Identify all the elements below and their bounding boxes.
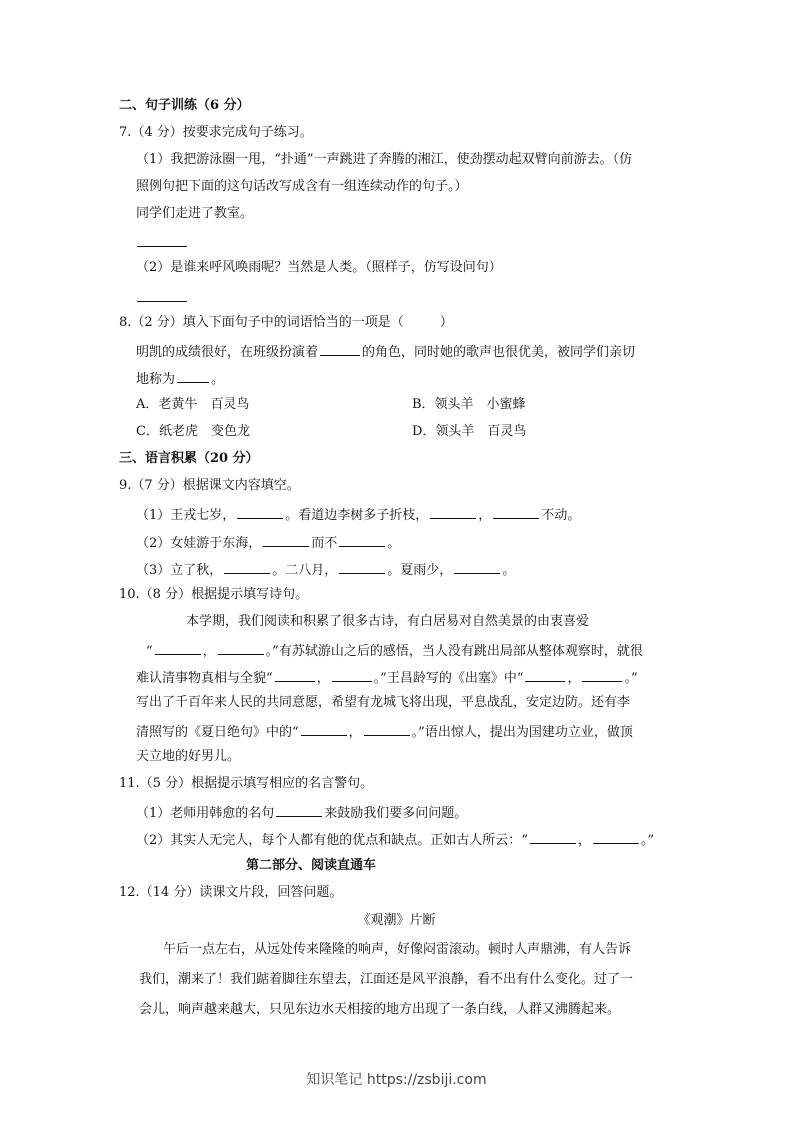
- footer-watermark: 知识笔记 https://zsbiji.com: [306, 1072, 487, 1088]
- q10-line2: “ ， 。”有苏轼游山之后的感悟，当人没有跳出局部从整体观察时，就很: [146, 640, 643, 661]
- q10-blank-7[interactable]: [301, 721, 347, 736]
- q8-heading: 8.（2 分）填入下面句子中的词语恰当的一项是（ ）: [119, 315, 453, 330]
- q8-option-b[interactable]: B．领头羊 小蜜蜂: [412, 397, 526, 412]
- q9-heading: 9.（7 分）根据课文内容填空。: [119, 478, 300, 493]
- q9-blank-2[interactable]: [430, 504, 476, 519]
- q11-blank-1[interactable]: [276, 802, 322, 817]
- q11-blank-2[interactable]: [530, 829, 576, 844]
- q8-option-c[interactable]: C．纸老虎 变色龙: [136, 424, 250, 439]
- q10-blank-2[interactable]: [218, 640, 264, 655]
- q7-part1-line2: 照例句把下面的这句话改写成含有一组连续动作的句子。）: [136, 179, 468, 194]
- q9-line1: （1）王戎七岁， 。看道边李树多子折枝， ， 不动。: [136, 504, 580, 525]
- q12-passage-line2: 我们，潮来了！我们踮着脚往东望去，江面还是风平浪静，看不出有什么变化。过了一: [139, 972, 634, 987]
- q7-heading: 7.（4 分）按要求完成句子练习。: [119, 125, 313, 140]
- section-3-title: 三、语言积累（20 分）: [119, 451, 259, 466]
- q9-line2: （2）女娃游于东海， 而不 。: [136, 532, 400, 553]
- q8-option-a[interactable]: A．老黄牛 百灵鸟: [136, 397, 250, 412]
- q8-blank-1[interactable]: [320, 341, 360, 356]
- q9-line3: （3）立了秋， 。二八月， 。夏雨少， 。: [136, 559, 515, 580]
- q8-option-d[interactable]: D．领头羊 百灵鸟: [412, 424, 527, 439]
- q10-line1: 本学期，我们阅读和积累了很多古诗，有白居易对自然美景的由衷喜爱: [186, 614, 590, 629]
- q11-line1: （1）老师用韩愈的名句 来鼓励我们要多问问题。: [136, 802, 467, 823]
- q7-answer-line-1[interactable]: [137, 246, 187, 247]
- q9-blank-5[interactable]: [339, 532, 385, 547]
- q12-passage-title: 《观潮》片断: [357, 913, 436, 928]
- q9-blank-7[interactable]: [339, 559, 385, 574]
- q10-blank-5[interactable]: [525, 667, 565, 682]
- q11-heading: 11.（5 分）根据提示填写相应的名言警句。: [119, 776, 374, 791]
- part-2-title: 第二部分、阅读直通车: [246, 858, 377, 873]
- q10-line5: 清照写的《夏日绝句》中的“ ， 。”语出惊人，提出为国建功立业，做顶: [136, 721, 633, 742]
- q10-blank-1[interactable]: [155, 640, 201, 655]
- q10-line3: 难认清事物真相与全貌“ ， 。”王昌龄写的《出塞》中“ ， 。”: [136, 667, 638, 688]
- q10-heading: 10.（8 分）根据提示填写诗句。: [119, 587, 309, 602]
- q7-part1-line1: （1）我把游泳圈一甩，“扑通”一声跳进了奔腾的湘江，使劲摆动起双臂向前游去。（仿: [136, 152, 633, 167]
- q12-passage-line3: 会儿，响声越来越大，只见东边水天相接的地方出现了一条白线，人群又沸腾起来。: [139, 1002, 621, 1017]
- q10-blank-6[interactable]: [582, 667, 622, 682]
- q8-sentence-line2: 地称为 。: [136, 368, 224, 389]
- q9-blank-3[interactable]: [493, 504, 539, 519]
- q10-blank-4[interactable]: [332, 667, 372, 682]
- q11-line2: （2）其实人无完人，每个人都有他的优点和缺点。正如古人所云：“ ， 。”: [136, 829, 654, 850]
- q9-blank-8[interactable]: [454, 559, 500, 574]
- q8-blank-2[interactable]: [177, 368, 209, 383]
- q7-answer-line-2[interactable]: [137, 301, 187, 302]
- q11-blank-3[interactable]: [593, 829, 639, 844]
- q9-blank-6[interactable]: [224, 559, 270, 574]
- q10-line4: 写出了千百年来人民的共同意愿，希望有龙城飞将出现，平息战乱，安定边防。还有李: [136, 695, 631, 710]
- q12-heading: 12.（14 分）读课文片段，回答问题。: [119, 885, 343, 900]
- q8-sentence-line1: 明凯的成绩很好，在班级扮演着 的角色，同时她的歌声也很优美，被同学们亲切: [136, 341, 635, 362]
- section-2-title: 二、句子训练（6 分）: [119, 98, 250, 113]
- q12-passage-line1: 午后一点左右，从远处传来隆隆的响声，好像闷雷滚动。顿时人声鼎沸，有人告诉: [163, 942, 632, 957]
- q9-blank-1[interactable]: [237, 504, 283, 519]
- q10-blank-8[interactable]: [364, 721, 410, 736]
- q10-line6: 天立地的好男儿。: [136, 749, 241, 764]
- q7-part1-sentence: 同学们走进了教室。: [136, 206, 254, 221]
- q10-blank-3[interactable]: [275, 667, 315, 682]
- q9-blank-4[interactable]: [263, 532, 309, 547]
- q7-part2: （2）是谁来呼风唤雨呢？当然是人类。（照样子，仿写设问句）: [136, 260, 502, 275]
